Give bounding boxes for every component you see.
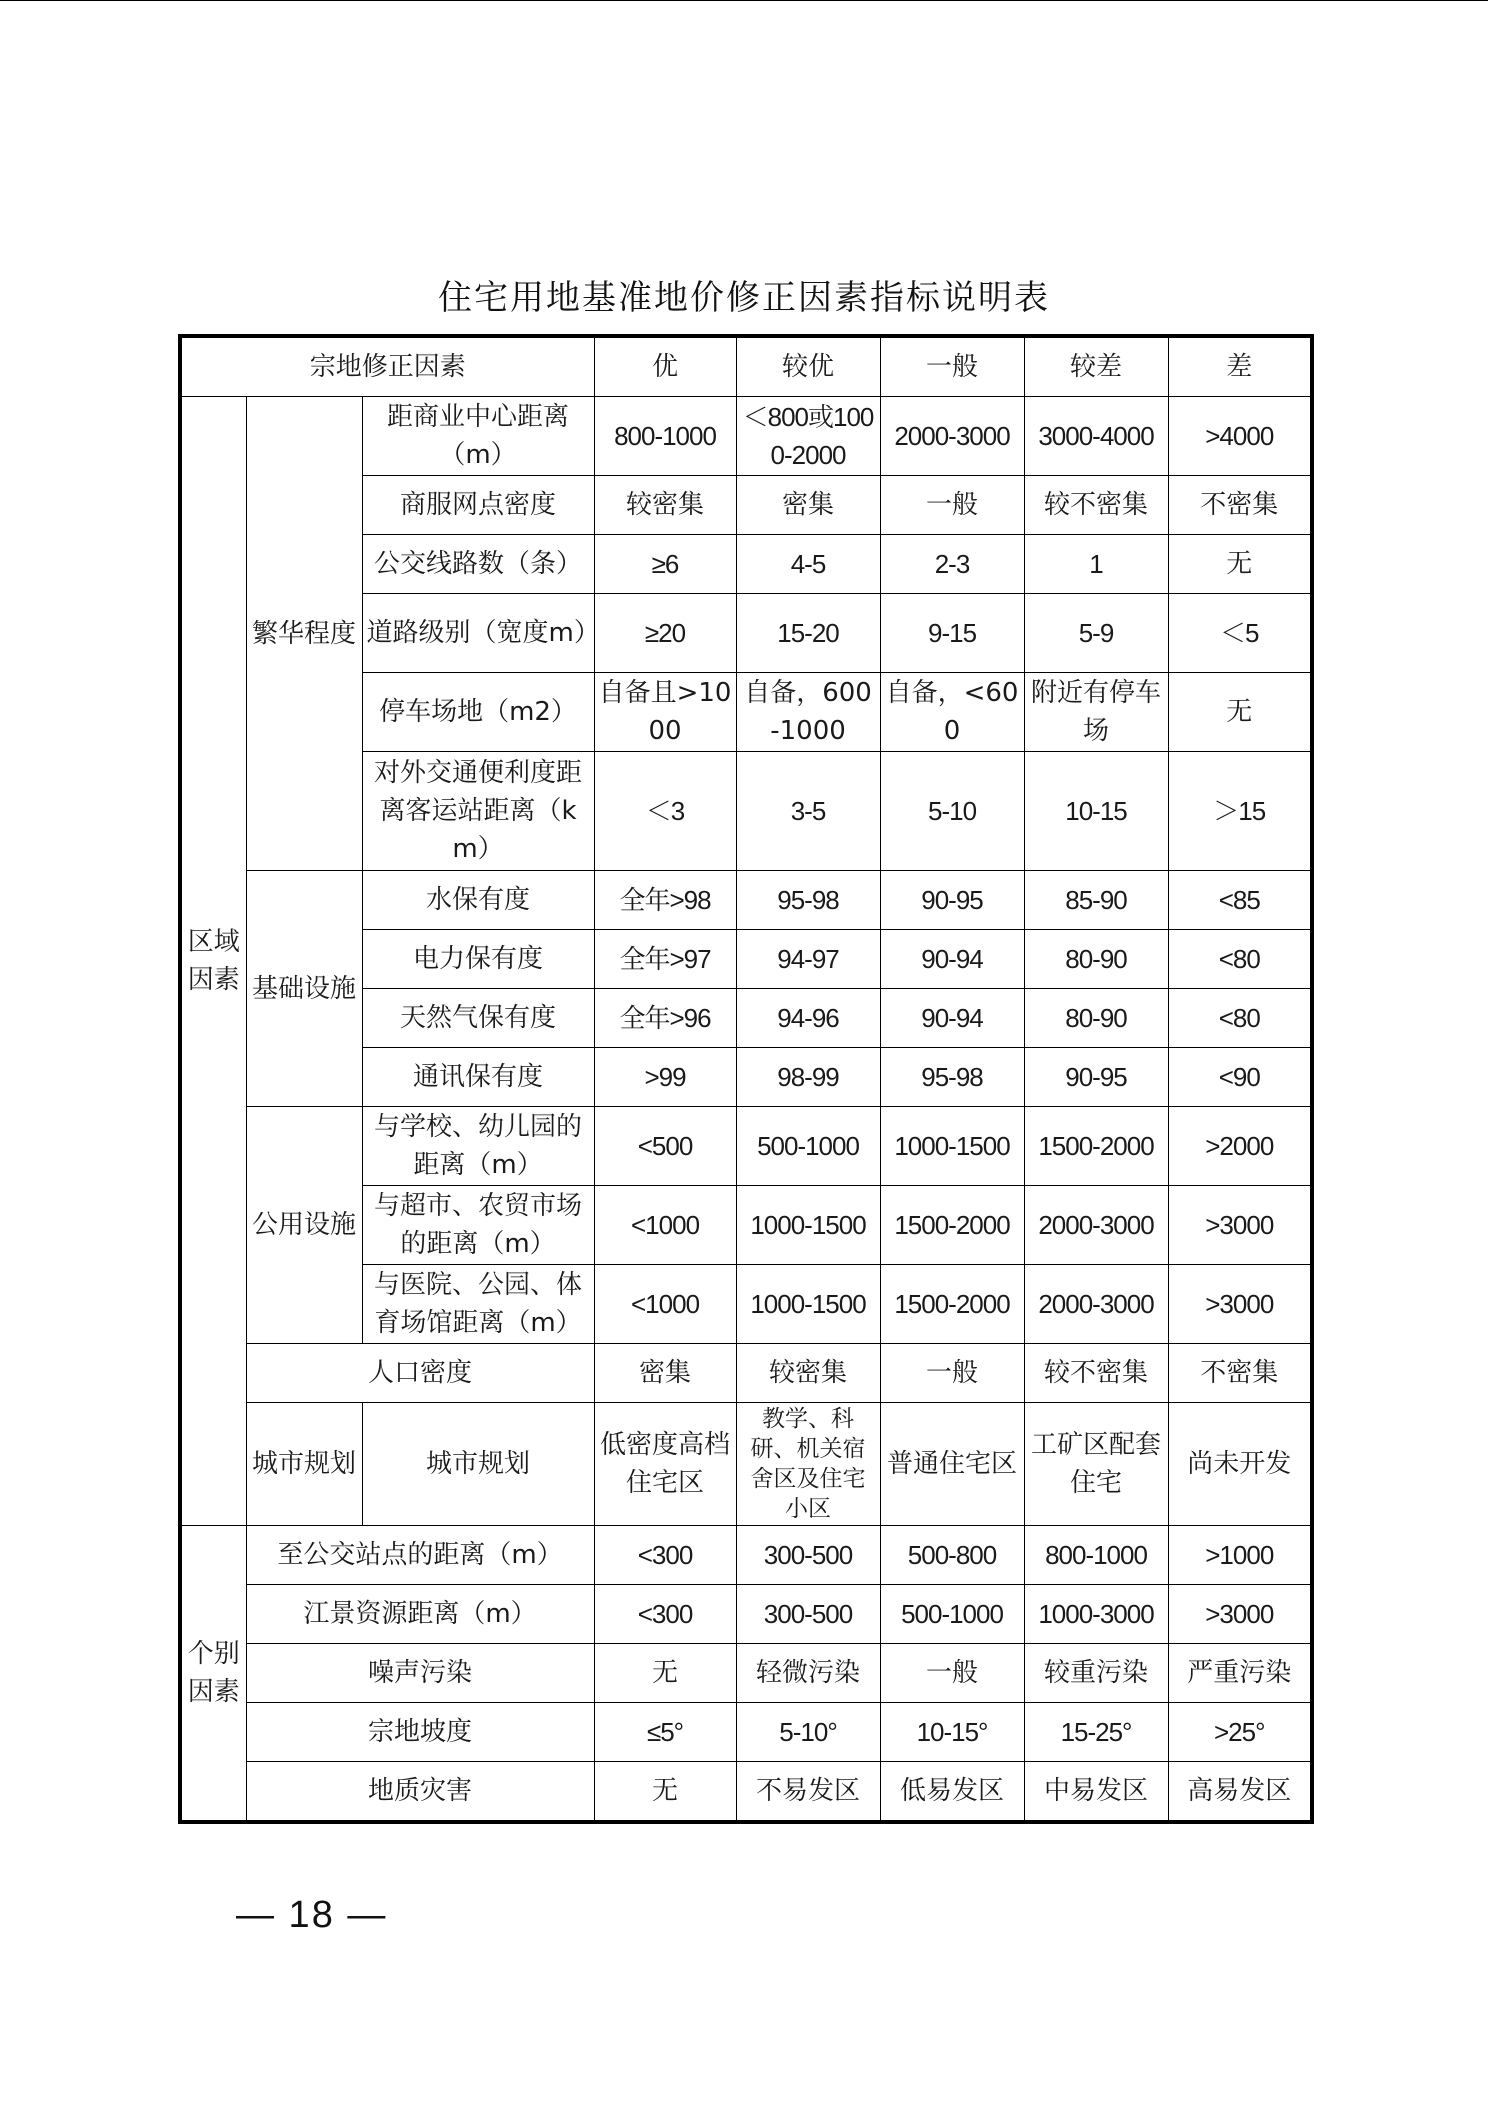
cell: 90-94	[880, 930, 1024, 989]
table-row	[180, 1403, 1312, 1526]
cell: 1000-1500	[736, 1265, 880, 1344]
header-factor: 宗地修正因素	[180, 336, 594, 397]
cell: 全年>97	[594, 930, 736, 989]
cell: 严重污染	[1168, 1644, 1312, 1703]
row-label: 水保有度	[362, 871, 594, 930]
cell: >1000	[1168, 1526, 1312, 1585]
cell: 较密集	[736, 1344, 880, 1403]
row-label: 江景资源距离（m）	[246, 1585, 594, 1644]
row-label: 城市规划	[362, 1403, 594, 1526]
cell: <85	[1168, 871, 1312, 930]
cell: >2000	[1168, 1107, 1312, 1186]
table-title: 住宅用地基准地价修正因素指标说明表	[438, 278, 1050, 318]
cell: 低密度高档住宅区	[594, 1403, 736, 1526]
cell: 尚未开发	[1168, 1403, 1312, 1526]
cell: <80	[1168, 989, 1312, 1048]
row-label: 人口密度	[246, 1344, 594, 1403]
cell: 94-96	[736, 989, 880, 1048]
cell: <300	[594, 1585, 736, 1644]
cell: 800-1000	[594, 397, 736, 476]
cell: 普通住宅区	[880, 1403, 1024, 1526]
group-infrastructure: 基础设施	[246, 871, 362, 1107]
cell: 附近有停车场	[1024, 673, 1168, 752]
cell: 工矿区配套住宅	[1024, 1403, 1168, 1526]
cell: ≥20	[594, 594, 736, 673]
cell: 10-15	[1024, 752, 1168, 871]
cell: 无	[1168, 673, 1312, 752]
cell: >3000	[1168, 1265, 1312, 1344]
cell: 2-3	[880, 535, 1024, 594]
cell: <300	[594, 1526, 736, 1585]
cell: 无	[1168, 535, 1312, 594]
cell: 90-95	[1024, 1048, 1168, 1107]
row-label: 公交线路数（条）	[362, 535, 594, 594]
row-label: 停车场地（m2）	[362, 673, 594, 752]
row-label: 距商业中心距离（m）	[362, 397, 594, 476]
cell: 较重污染	[1024, 1644, 1168, 1703]
cell: 较不密集	[1024, 1344, 1168, 1403]
header-level: 一般	[880, 336, 1024, 397]
row-label: 与医院、公园、体育场馆距离（m）	[362, 1265, 594, 1344]
row-label: 地质灾害	[246, 1762, 594, 1823]
cell: 5-10°	[736, 1703, 880, 1762]
cell: 4-5	[736, 535, 880, 594]
row-label: 通讯保有度	[362, 1048, 594, 1107]
cell: ＜3	[594, 752, 736, 871]
correction-factor-table	[178, 334, 1314, 1824]
cell: 一般	[880, 476, 1024, 535]
cell: 2000-3000	[880, 397, 1024, 476]
cell: 密集	[736, 476, 880, 535]
row-label: 电力保有度	[362, 930, 594, 989]
cell: 1500-2000	[880, 1265, 1024, 1344]
header-level: 较差	[1024, 336, 1168, 397]
cell: 无	[594, 1762, 736, 1823]
cell: <80	[1168, 930, 1312, 989]
cell: 80-90	[1024, 989, 1168, 1048]
table-row	[180, 1644, 1312, 1703]
row-label: 道路级别（宽度m）	[362, 594, 594, 673]
cell: 密集	[594, 1344, 736, 1403]
cell: 2000-3000	[1024, 1265, 1168, 1344]
table-row	[180, 1762, 1312, 1823]
cell: 1000-1500	[880, 1107, 1024, 1186]
header-level: 优	[594, 336, 736, 397]
group-regional: 区域因素	[180, 397, 246, 1526]
cell: 教学、科研、机关宿舍区及住宅小区	[736, 1403, 880, 1526]
row-label: 天然气保有度	[362, 989, 594, 1048]
cell: 高易发区	[1168, 1762, 1312, 1823]
cell: 9-15	[880, 594, 1024, 673]
cell: 1	[1024, 535, 1168, 594]
table-row	[180, 871, 1312, 930]
page-number: — 18 —	[236, 1894, 388, 1936]
row-label: 与学校、幼儿园的距离（m）	[362, 1107, 594, 1186]
cell: 98-99	[736, 1048, 880, 1107]
cell: 全年>98	[594, 871, 736, 930]
cell: 15-20	[736, 594, 880, 673]
cell: ＜5	[1168, 594, 1312, 673]
cell: 自备，<600	[880, 673, 1024, 752]
cell: <1000	[594, 1265, 736, 1344]
cell: 500-1000	[736, 1107, 880, 1186]
cell: 轻微污染	[736, 1644, 880, 1703]
cell: 500-1000	[880, 1585, 1024, 1644]
group-public-facilities: 公用设施	[246, 1107, 362, 1344]
cell: <1000	[594, 1186, 736, 1265]
cell: ＜800或1000-2000	[736, 397, 880, 476]
cell: 15-25°	[1024, 1703, 1168, 1762]
cell: 300-500	[736, 1526, 880, 1585]
cell: 85-90	[1024, 871, 1168, 930]
cell: 3000-4000	[1024, 397, 1168, 476]
cell: >4000	[1168, 397, 1312, 476]
page-top-border	[0, 0, 1488, 1]
cell: 较不密集	[1024, 476, 1168, 535]
cell: 500-800	[880, 1526, 1024, 1585]
cell: 自备且>1000	[594, 673, 736, 752]
cell: 1500-2000	[1024, 1107, 1168, 1186]
header-row	[180, 336, 1312, 397]
cell: <500	[594, 1107, 736, 1186]
cell: ＞15	[1168, 752, 1312, 871]
cell: >3000	[1168, 1585, 1312, 1644]
group-prosperity: 繁华程度	[246, 397, 362, 871]
header-level: 较优	[736, 336, 880, 397]
row-label: 至公交站点的距离（m）	[246, 1526, 594, 1585]
table-row	[180, 1585, 1312, 1644]
cell: 不密集	[1168, 476, 1312, 535]
cell: 5-10	[880, 752, 1024, 871]
cell: 90-95	[880, 871, 1024, 930]
row-label: 商服网点密度	[362, 476, 594, 535]
cell: 80-90	[1024, 930, 1168, 989]
cell: 300-500	[736, 1585, 880, 1644]
cell: 中易发区	[1024, 1762, 1168, 1823]
cell: 较密集	[594, 476, 736, 535]
cell: 一般	[880, 1644, 1024, 1703]
cell: 1000-3000	[1024, 1585, 1168, 1644]
cell: 一般	[880, 1344, 1024, 1403]
cell: >3000	[1168, 1186, 1312, 1265]
group-urban-planning: 城市规划	[246, 1403, 362, 1526]
cell: 800-1000	[1024, 1526, 1168, 1585]
cell: >99	[594, 1048, 736, 1107]
row-label: 与超市、农贸市场的距离（m）	[362, 1186, 594, 1265]
row-label: 宗地坡度	[246, 1703, 594, 1762]
cell: 2000-3000	[1024, 1186, 1168, 1265]
header-level: 差	[1168, 336, 1312, 397]
cell: ≥6	[594, 535, 736, 594]
cell: 10-15°	[880, 1703, 1024, 1762]
cell: >25°	[1168, 1703, 1312, 1762]
group-individual: 个别因素	[180, 1526, 246, 1823]
cell: 5-9	[1024, 594, 1168, 673]
cell: 1500-2000	[880, 1186, 1024, 1265]
cell: 低易发区	[880, 1762, 1024, 1823]
table-row	[180, 1526, 1312, 1585]
table-row	[180, 1344, 1312, 1403]
row-label: 对外交通便利度距离客运站距离（km）	[362, 752, 594, 871]
row-label: 噪声污染	[246, 1644, 594, 1703]
cell: 无	[594, 1644, 736, 1703]
table-row	[180, 397, 1312, 476]
cell: 90-94	[880, 989, 1024, 1048]
table-row	[180, 1703, 1312, 1762]
cell: <90	[1168, 1048, 1312, 1107]
cell: ≤5°	[594, 1703, 736, 1762]
cell: 自备，600-1000	[736, 673, 880, 752]
cell: 95-98	[736, 871, 880, 930]
cell: 不易发区	[736, 1762, 880, 1823]
cell: 不密集	[1168, 1344, 1312, 1403]
cell: 94-97	[736, 930, 880, 989]
cell: 全年>96	[594, 989, 736, 1048]
cell: 1000-1500	[736, 1186, 880, 1265]
cell: 95-98	[880, 1048, 1024, 1107]
table-row	[180, 1107, 1312, 1186]
cell: 3-5	[736, 752, 880, 871]
